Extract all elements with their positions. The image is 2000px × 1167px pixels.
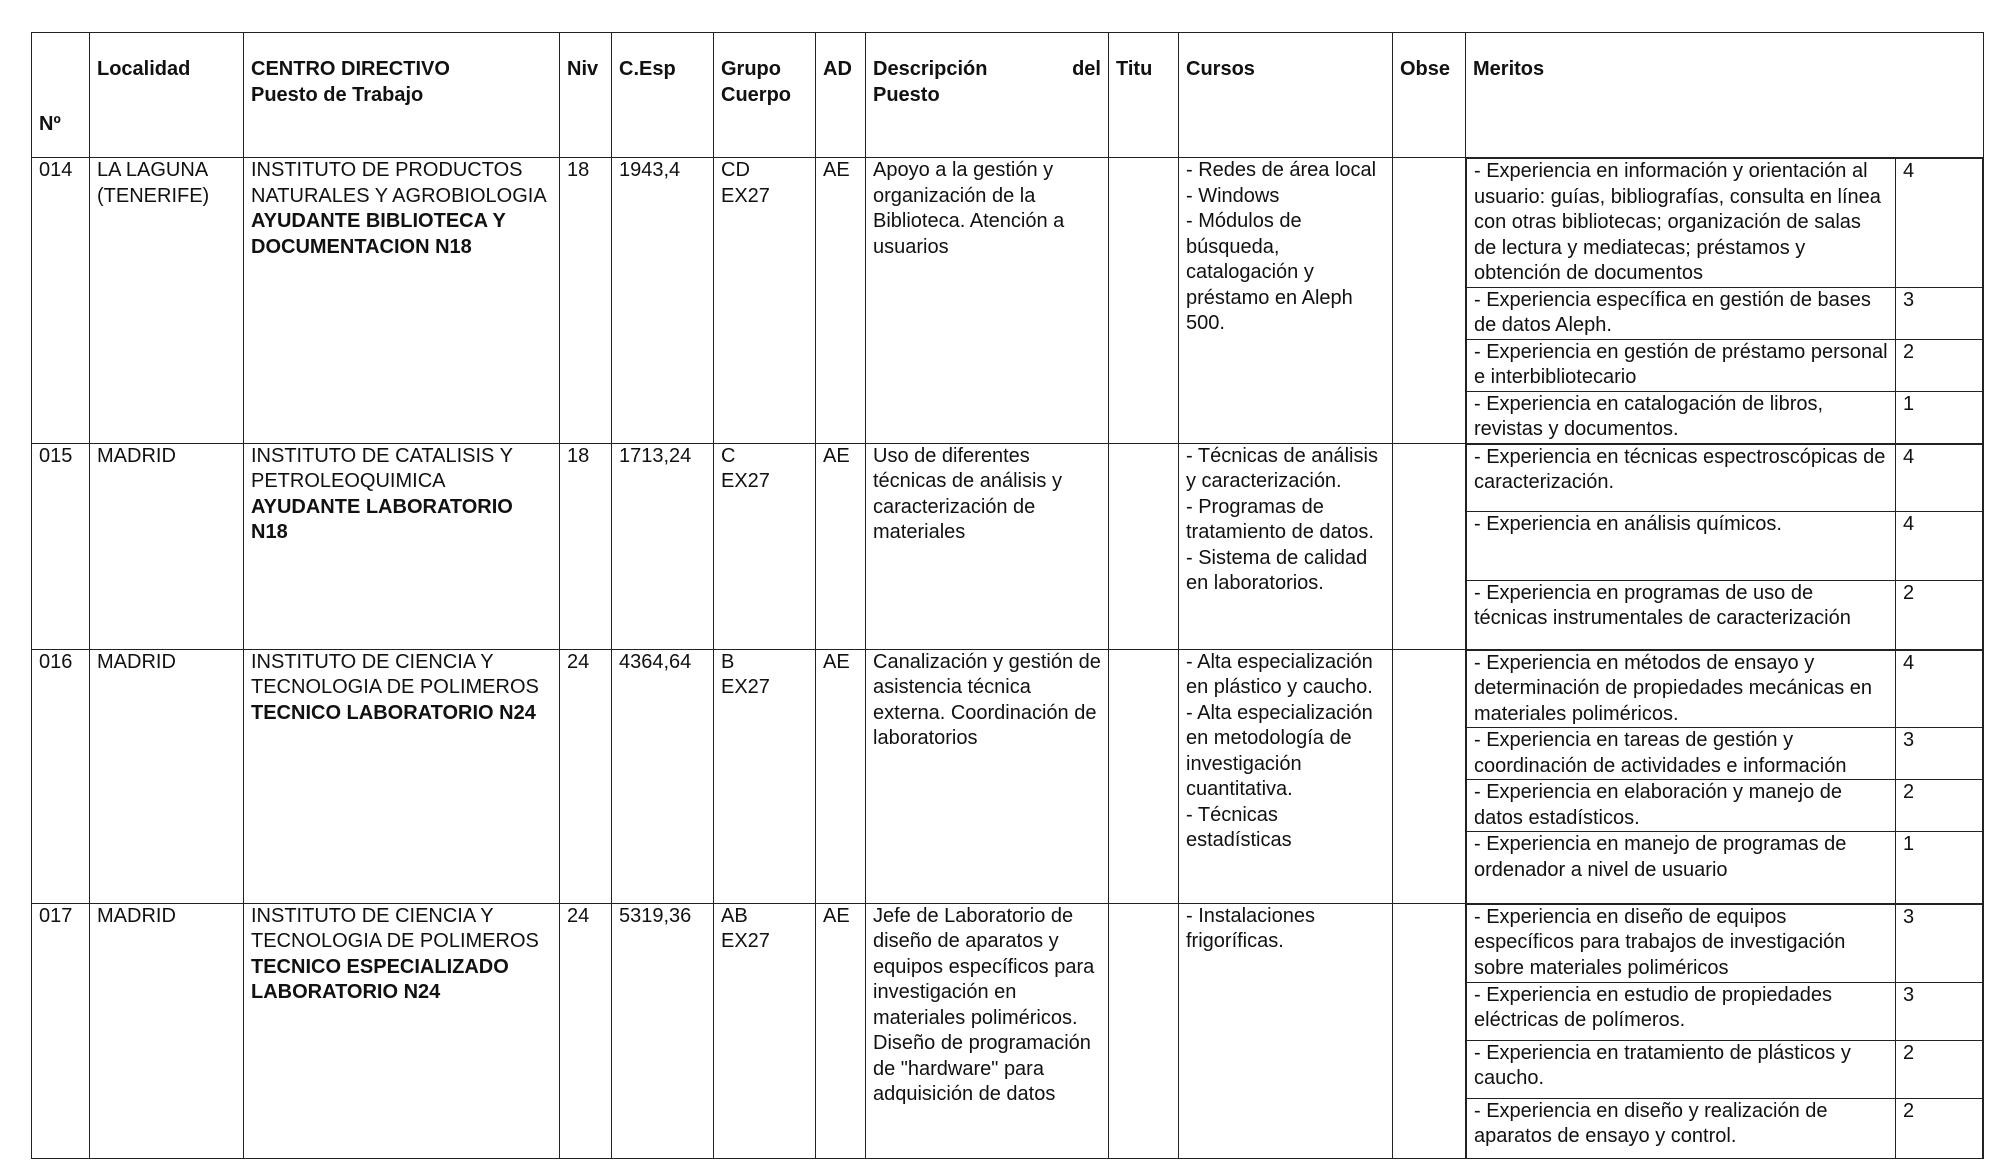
row-no: 016 [32, 649, 90, 903]
row-centro-puesto [244, 649, 560, 903]
merito-points: 2 [1896, 780, 1983, 832]
table-row [32, 649, 1984, 903]
row-puesto: AYUDANTE BIBLIOTECA Y DOCUMENTACION N18 [251, 210, 506, 258]
merito-points: 2 [1896, 339, 1983, 391]
job-positions-document [31, 32, 1983, 1154]
row-descripcion: Jefe de Laboratorio de diseño de aparatos y equipos específicos para investigación en materiales poliméricos. Diseño de programación de "hardware" para adquisición de datos [866, 903, 1109, 1158]
row-meritos [1466, 443, 1984, 649]
header-descripcion [866, 33, 1109, 158]
row-cesp: 1943,4 [612, 158, 714, 444]
merito-points: 1 [1896, 391, 1983, 443]
row-cesp: 1713,24 [612, 443, 714, 649]
merito-item [1467, 904, 1983, 982]
merito-text: - Experiencia en métodos de ensayo y determinación de propiedades mecánicas en materiales poliméricos. [1467, 650, 1896, 728]
table-row [32, 443, 1984, 649]
merito-points: 1 [1896, 832, 1983, 903]
table-row [32, 158, 1984, 444]
header-desc-word1: Descripción [873, 58, 988, 80]
meritos-table [1466, 650, 1983, 903]
merito-points: 2 [1896, 580, 1983, 649]
header-localidad: Localidad [90, 33, 244, 158]
row-descripcion: Canalización y gestión de asistencia técnica externa. Coordinación de laboratorios [866, 649, 1109, 903]
merito-points: 4 [1896, 650, 1983, 728]
header-cesp: C.Esp [612, 33, 714, 158]
row-niv: 24 [560, 903, 612, 1158]
row-grupo: CD EX27 [714, 158, 816, 444]
row-centro: INSTITUTO DE CATALISIS Y PETROLEOQUIMICA [251, 444, 513, 492]
merito-text: - Experiencia en gestión de préstamo personal e interbibliotecario [1467, 339, 1896, 391]
merito-item [1467, 1098, 1983, 1158]
merito-item [1467, 159, 1983, 288]
merito-points: 3 [1896, 904, 1983, 982]
merito-item [1467, 780, 1983, 832]
merito-item [1467, 287, 1983, 339]
merito-text: - Experiencia en información y orientación al usuario: guías, bibliografías, consulta en línea con otras bibliotecas; organización de salas de lectura y mediatecas; préstamos y obtención de documentos [1467, 159, 1896, 288]
header-cursos: Cursos [1179, 33, 1393, 158]
header-obse: Obse [1393, 33, 1466, 158]
row-centro: INSTITUTO DE PRODUCTOS NATURALES Y AGROBIOLOGIA [251, 159, 547, 207]
row-meritos [1466, 903, 1984, 1158]
merito-text: - Experiencia en manejo de programas de ordenador a nivel de usuario [1467, 832, 1896, 903]
merito-item [1467, 650, 1983, 728]
header-row [32, 33, 1984, 158]
row-puesto: TECNICO ESPECIALIZADO LABORATORIO N24 [251, 955, 509, 1003]
row-meritos [1466, 649, 1984, 903]
row-cursos: - Redes de área local - Windows - Módulos de búsqueda, catalogación y préstamo en Aleph 500. [1179, 158, 1393, 444]
header-titu: Titu [1109, 33, 1179, 158]
row-titu [1109, 903, 1179, 1158]
row-ad: AE [816, 903, 866, 1158]
row-obse [1393, 443, 1466, 649]
row-cesp: 5319,36 [612, 903, 714, 1158]
header-ad: AD [816, 33, 866, 158]
merito-item [1467, 728, 1983, 780]
row-grupo: B EX27 [714, 649, 816, 903]
row-ad: AE [816, 443, 866, 649]
merito-item [1467, 391, 1983, 443]
header-no: Nº [32, 33, 90, 158]
row-cursos: - Alta especialización en plástico y caucho. - Alta especialización en metodología de investigación cuantitativa. - Técnicas estadísticas [1179, 649, 1393, 903]
row-localidad: MADRID [90, 649, 244, 903]
merito-item [1467, 511, 1983, 580]
row-obse [1393, 158, 1466, 444]
row-puesto: TECNICO LABORATORIO N24 [251, 701, 536, 724]
row-titu [1109, 649, 1179, 903]
merito-item [1467, 339, 1983, 391]
merito-item [1467, 832, 1983, 903]
header-puesto: Puesto de Trabajo [251, 83, 424, 106]
header-meritos: Meritos [1466, 33, 1984, 158]
row-cursos: - Técnicas de análisis y caracterización. - Programas de tratamiento de datos. - Sistema de calidad en laboratorios. [1179, 443, 1393, 649]
merito-points: 3 [1896, 728, 1983, 780]
row-grupo: AB EX27 [714, 903, 816, 1158]
row-grupo: C EX27 [714, 443, 816, 649]
merito-text: - Experiencia en estudio de propiedades eléctricas de polímeros. [1467, 982, 1896, 1040]
row-descripcion: Apoyo a la gestión y organización de la Biblioteca. Atención a usuarios [866, 158, 1109, 444]
merito-text: - Experiencia en catalogación de libros, revistas y documentos. [1467, 391, 1896, 443]
header-desc-word3: Puesto [873, 83, 940, 106]
header-grupo: Grupo Cuerpo [714, 33, 816, 158]
row-cesp: 4364,64 [612, 649, 714, 903]
row-no: 015 [32, 443, 90, 649]
row-niv: 18 [560, 443, 612, 649]
merito-text: - Experiencia en análisis químicos. [1467, 511, 1896, 580]
row-centro-puesto [244, 903, 560, 1158]
merito-text: - Experiencia en tratamiento de plásticos y caucho. [1467, 1040, 1896, 1098]
row-localidad: MADRID [90, 443, 244, 649]
job-positions-table [31, 32, 1984, 1159]
row-niv: 24 [560, 649, 612, 903]
row-cursos: - Instalaciones frigoríficas. [1179, 903, 1393, 1158]
header-niv: Niv [560, 33, 612, 158]
merito-item [1467, 1040, 1983, 1098]
header-centro: CENTRO DIRECTIVO [251, 58, 450, 80]
row-no: 017 [32, 903, 90, 1158]
row-niv: 18 [560, 158, 612, 444]
header-centro-puesto [244, 33, 560, 158]
row-ad: AE [816, 649, 866, 903]
merito-text: - Experiencia en técnicas espectroscópicas de caracterización. [1467, 444, 1896, 511]
merito-text: - Experiencia en diseño de equipos específicos para trabajos de investigación sobre materiales poliméricos [1467, 904, 1896, 982]
merito-points: 4 [1896, 159, 1983, 288]
merito-item [1467, 982, 1983, 1040]
merito-text: - Experiencia en tareas de gestión y coordinación de actividades e información [1467, 728, 1896, 780]
merito-text: - Experiencia en diseño y realización de aparatos de ensayo y control. [1467, 1098, 1896, 1158]
row-centro-puesto [244, 158, 560, 444]
merito-points: 3 [1896, 982, 1983, 1040]
table-row [32, 903, 1984, 1158]
row-centro-puesto [244, 443, 560, 649]
merito-points: 2 [1896, 1040, 1983, 1098]
merito-text: - Experiencia en programas de uso de técnicas instrumentales de caracterización [1467, 580, 1896, 649]
row-obse [1393, 649, 1466, 903]
merito-item [1467, 444, 1983, 511]
meritos-table [1466, 158, 1983, 443]
row-centro: INSTITUTO DE CIENCIA Y TECNOLOGIA DE POLIMEROS [251, 650, 539, 698]
row-localidad: LA LAGUNA (TENERIFE) [90, 158, 244, 444]
row-no: 014 [32, 158, 90, 444]
merito-points: 4 [1896, 444, 1983, 511]
row-puesto: AYUDANTE LABORATORIO N18 [251, 495, 513, 543]
merito-points: 4 [1896, 511, 1983, 580]
row-ad: AE [816, 158, 866, 444]
merito-text: - Experiencia específica en gestión de bases de datos Aleph. [1467, 287, 1896, 339]
meritos-table [1466, 444, 1983, 649]
row-obse [1393, 903, 1466, 1158]
meritos-table [1466, 904, 1983, 1158]
header-desc-word2: del [1072, 58, 1101, 80]
merito-item [1467, 580, 1983, 649]
row-localidad: MADRID [90, 903, 244, 1158]
row-titu [1109, 443, 1179, 649]
merito-points: 3 [1896, 287, 1983, 339]
row-descripcion: Uso de diferentes técnicas de análisis y caracterización de materiales [866, 443, 1109, 649]
merito-text: - Experiencia en elaboración y manejo de datos estadísticos. [1467, 780, 1896, 832]
row-titu [1109, 158, 1179, 444]
row-meritos [1466, 158, 1984, 444]
merito-points: 2 [1896, 1098, 1983, 1158]
row-centro: INSTITUTO DE CIENCIA Y TECNOLOGIA DE POLIMEROS [251, 904, 539, 952]
